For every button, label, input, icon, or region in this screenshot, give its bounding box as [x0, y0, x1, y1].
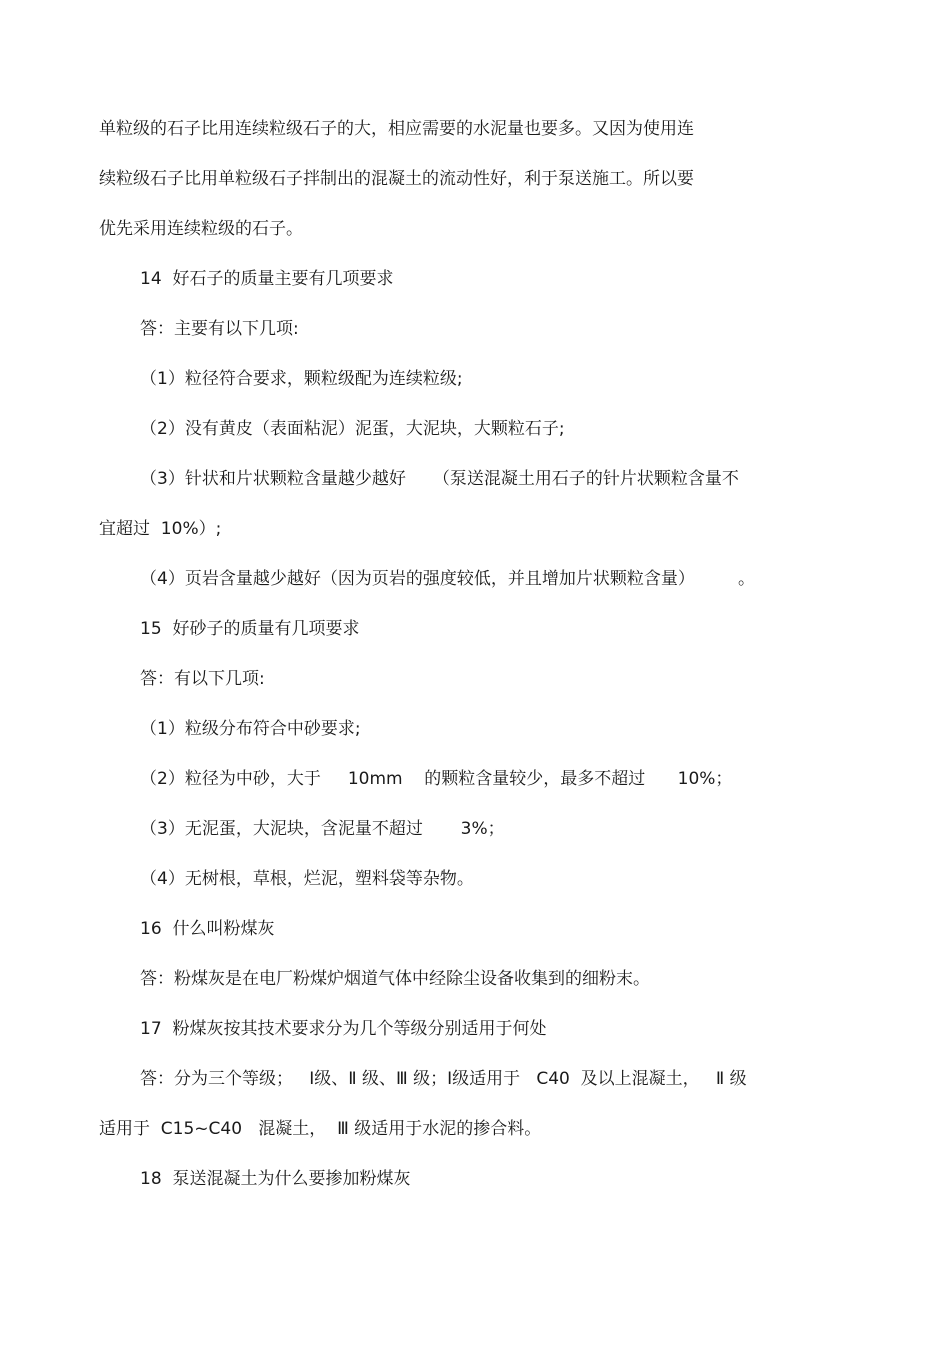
- question-heading: 18 泵送混凝土为什么要掺加粉煤灰: [140, 1169, 411, 1189]
- question-heading: 15 好砂子的质量有几项要求: [140, 619, 360, 639]
- paragraph-line: 单粒级的石子比用连续粒级石子的大，相应需要的水泥量也要多。又因为使用连: [99, 119, 694, 139]
- list-item: （3）无泥蛋，大泥块，含泥量不超过 3%；: [140, 819, 505, 839]
- list-item: （3）针状和片状颗粒含量越少越好 （泵送混凝土用石子的针片状颗粒含量不: [140, 469, 739, 489]
- list-item: （2）粒径为中砂，大于 10mm 的颗粒含量较少，最多不超过 10%；: [140, 769, 733, 789]
- list-item: （4）页岩含量越少越好（因为页岩的强度较低，并且增加片状颗粒含量） 。: [140, 569, 756, 589]
- question-heading: 17 粉煤灰按其技术要求分为几个等级分别适用于何处: [140, 1019, 547, 1039]
- answer-continuation: 适用于 C15~C40 混凝土， Ⅲ 级适用于水泥的掺合料。: [99, 1119, 542, 1139]
- paragraph-line: 续粒级石子比用单粒级石子拌制出的混凝土的流动性好，利于泵送施工。所以要: [99, 169, 694, 189]
- question-heading: 14 好石子的质量主要有几项要求: [140, 269, 394, 289]
- answer-line: 答：粉煤灰是在电厂粉煤炉烟道气体中经除尘设备收集到的细粉末。: [140, 969, 650, 989]
- answer-line: 答：主要有以下几项:: [140, 319, 299, 339]
- paragraph-line: 优先采用连续粒级的石子。: [99, 219, 303, 239]
- list-item: （4）无树根，草根，烂泥，塑料袋等杂物。: [140, 869, 474, 889]
- list-item: （1）粒径符合要求，颗粒级配为连续粒级;: [140, 369, 463, 389]
- list-item: （2）没有黄皮（表面粘泥）泥蛋，大泥块，大颗粒石子;: [140, 419, 565, 439]
- list-item-continuation: 宜超过 10%）;: [99, 519, 222, 539]
- answer-line: 答：有以下几项:: [140, 669, 265, 689]
- list-item: （1）粒级分布符合中砂要求;: [140, 719, 361, 739]
- answer-line: 答：分为三个等级； Ⅰ级、Ⅱ 级、Ⅲ 级；Ⅰ级适用于 C40 及以上混凝土， Ⅱ 级: [140, 1069, 747, 1089]
- question-heading: 16 什么叫粉煤灰: [140, 919, 275, 939]
